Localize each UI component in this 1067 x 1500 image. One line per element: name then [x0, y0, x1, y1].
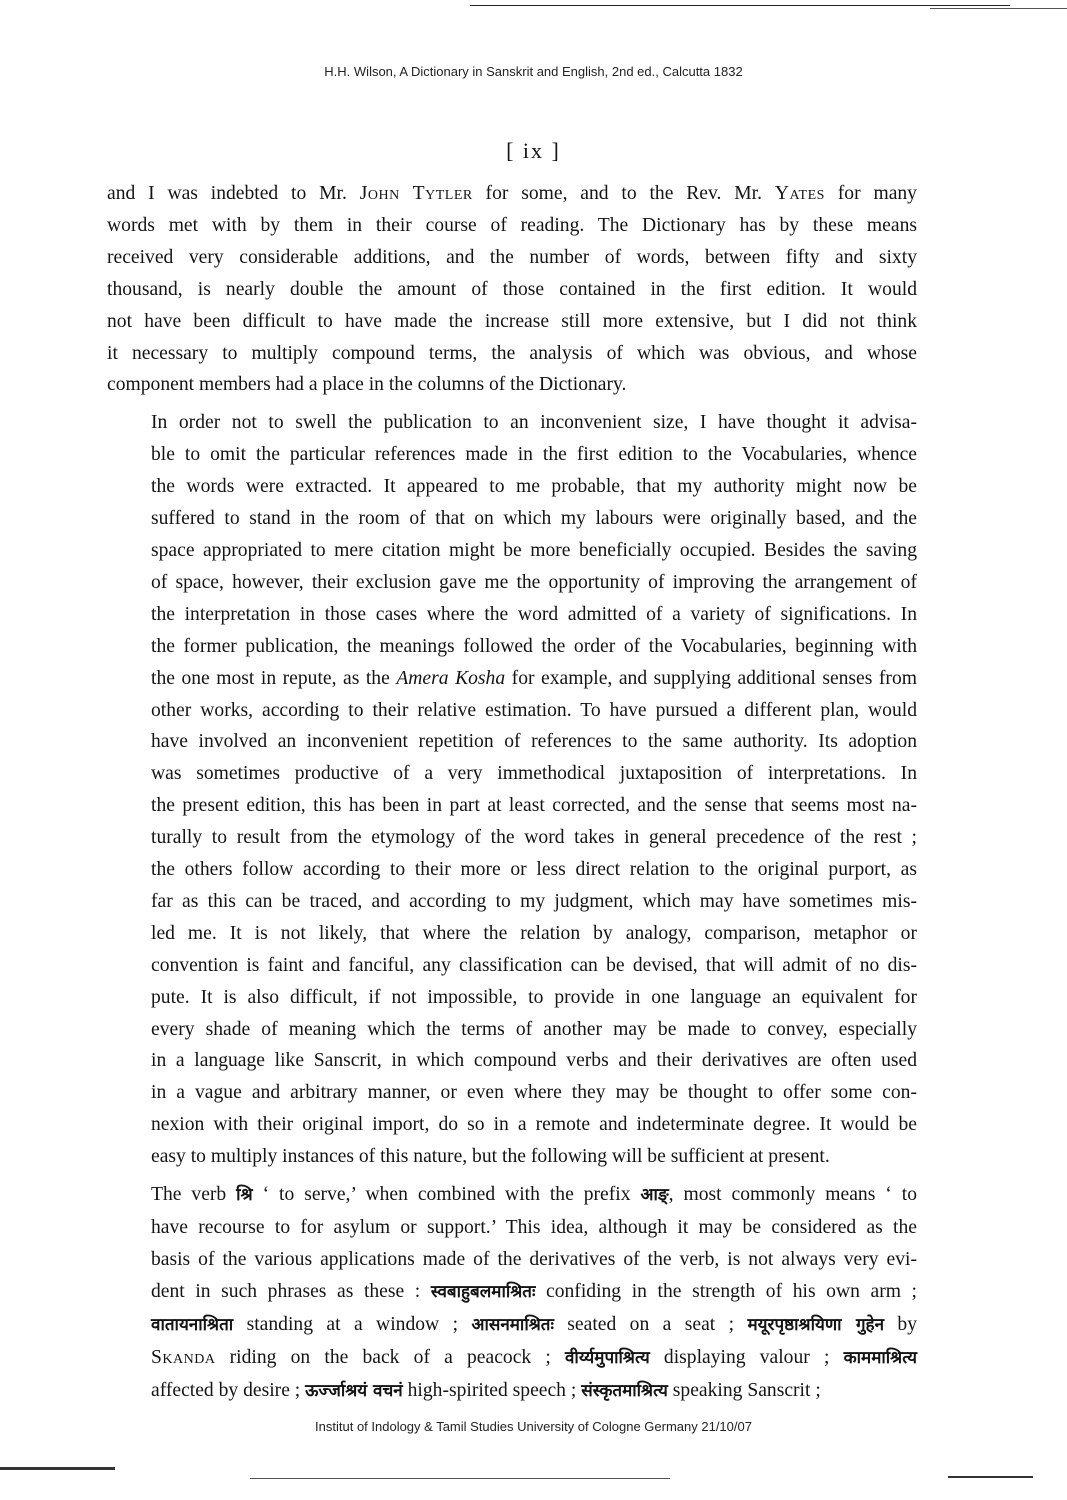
text-line — [107, 1077, 917, 1109]
text-run: it necessary to multiply compound terms, the analysis of which was obvious, and whose — [107, 342, 917, 364]
text-run: the one most in repute, as the — [151, 667, 397, 689]
text-run: confiding in the strength of his own arm ; — [535, 1280, 917, 1302]
text-line — [107, 242, 917, 274]
text-line — [107, 1244, 917, 1276]
text-run: The verb — [151, 1184, 237, 1206]
text-run: of space, however, their exclusion gave me the opportunity of improving the arrangement of — [151, 571, 917, 593]
text-line — [107, 982, 917, 1014]
text-run: by — [884, 1313, 918, 1335]
scan-edge-line-top-right — [930, 8, 1067, 9]
text-line — [107, 1342, 917, 1375]
text-line — [107, 631, 917, 663]
text-run: for example, and supplying additional senses from — [505, 667, 917, 689]
text-line — [107, 1014, 917, 1046]
italic-title: Amera Kosha — [396, 667, 506, 689]
sanskrit-term: आसनमाश्रितः — [471, 1314, 554, 1335]
text-line — [107, 726, 917, 758]
text-run: was sometimes productive of a very immethodical juxtaposition of interpretations. In — [151, 763, 917, 785]
text-line — [107, 1179, 917, 1212]
text-run: riding on the back of a peacock ; — [215, 1346, 565, 1368]
text-run: in a vague and arbitrary manner, or even where they may be thought to offer some con- — [151, 1082, 917, 1104]
scan-edge-line-bottom-left — [0, 1467, 115, 1470]
text-line — [107, 178, 917, 210]
text-line — [107, 369, 917, 401]
text-run: the present edition, this has been in part at least corrected, and the sense that seems most na- — [151, 795, 917, 817]
source-footer: Institut of Indology & Tamil Studies University of Cologne Germany 21/10/07 — [315, 1419, 752, 1434]
text-run: the interpretation in those cases where the word admitted of a variety of significations. In — [151, 603, 917, 625]
text-run: for some, and to the Rev. Mr. — [472, 183, 775, 204]
text-run: In order not to swell the publication to an inconvenient size, I have thought it advisa- — [151, 412, 917, 434]
text-line — [107, 950, 917, 982]
text-line — [107, 567, 917, 599]
scan-edge-line-bottom — [250, 1478, 670, 1479]
text-run: for many — [824, 183, 917, 204]
text-run: the words were extracted. It appeared to me probable, that my authority might now be — [151, 476, 917, 498]
text-line — [107, 695, 917, 727]
text-run: in a language like Sanscrit, in which compound verbs and their derivatives are often used — [151, 1050, 917, 1072]
text-run: speaking Sanscrit ; — [667, 1379, 821, 1401]
sanskrit-term: श्रि — [236, 1185, 253, 1206]
paragraph-verb-examples — [107, 1179, 917, 1407]
text-run: suffered to stand in the room of that on which my labours were originally based, and the — [151, 508, 917, 530]
text-line — [107, 1375, 917, 1408]
text-line — [107, 535, 917, 567]
sanskrit-term: स्वबाहुबलमाश्रितः — [430, 1281, 536, 1302]
scan-edge-line-bottom-right — [948, 1476, 1033, 1478]
text-line — [107, 407, 917, 439]
text-line — [107, 1141, 917, 1173]
sanskrit-term: वातायनाश्रिता — [151, 1314, 234, 1335]
text-line — [107, 918, 917, 950]
text-run: the former publication, the meanings followed the order of the Vocabularies, beginning with — [151, 635, 917, 657]
scan-edge-line-top — [470, 5, 1010, 6]
text-line — [107, 338, 917, 370]
text-run: words met with by them in their course of reading. The Dictionary has by these means — [107, 214, 917, 236]
text-run: component members had a place in the columns of the Dictionary. — [107, 374, 627, 396]
text-line — [107, 503, 917, 535]
text-run: dent in such phrases as these : — [151, 1280, 431, 1302]
sanskrit-term: मयूरपृष्ठाश्रयिणा गुहेन — [747, 1314, 885, 1335]
text-run: space appropriated to mere citation might be more beneficially occupied. Besides the saving — [151, 539, 917, 561]
body-text — [107, 178, 917, 1407]
text-run: every shade of meaning which the terms of another may be made to convey, especially — [151, 1018, 917, 1040]
text-run: have involved an inconvenient repetition of references to the same authority. Its adoption — [151, 731, 917, 753]
text-run: thousand, is nearly double the amount of those contained in the first edition. It would — [107, 278, 917, 300]
text-run: , most commonly means ‘ to — [668, 1184, 918, 1206]
text-line — [107, 439, 917, 471]
text-run: and I was indebted to Mr. — [107, 183, 360, 204]
text-line — [107, 1212, 917, 1244]
paragraph-omitted-references — [107, 407, 917, 1173]
small-caps-name: Skanda — [151, 1346, 216, 1368]
text-run: received very considerable additions, and the number of words, between fifty and sixty — [107, 246, 917, 268]
text-line — [107, 886, 917, 918]
text-run: have recourse to for asylum or support.’ This idea, although it may be considered as the — [151, 1217, 917, 1238]
text-line — [107, 1109, 917, 1141]
text-run: ble to omit the particular references made in the first edition to the Vocabularies, whence — [151, 444, 917, 466]
text-run: the others follow according to their more or less direct relation to the original purport, as — [151, 859, 917, 881]
text-run: nexion with their original import, do so in a remote and indeterminate degree. It would be — [151, 1114, 917, 1136]
text-line — [107, 471, 917, 503]
text-run: standing at a window ; — [233, 1313, 472, 1335]
text-line — [107, 1309, 917, 1342]
small-caps-name: John Tytler — [359, 183, 473, 204]
sanskrit-term: आङ् — [640, 1185, 669, 1206]
small-caps-name: Yates — [774, 183, 825, 204]
text-line — [107, 210, 917, 242]
sanskrit-term: ऊर्ज्जाश्रयं वचनं — [305, 1380, 403, 1401]
text-run: other works, according to their relative estimation. To have pursued a different plan, would — [151, 699, 917, 721]
text-run: high-spirited speech ; — [402, 1379, 582, 1401]
text-line — [107, 854, 917, 886]
text-run: led me. It is not likely, that where the relation by analogy, comparison, metaphor or — [151, 922, 917, 944]
text-line — [107, 274, 917, 306]
text-line — [107, 306, 917, 338]
text-run: affected by desire ; — [151, 1379, 306, 1401]
text-run: displaying valour ; — [649, 1346, 844, 1368]
text-run: ‘ to serve,’ when combined with the prefix — [252, 1184, 641, 1206]
text-run: far as this can be traced, and according to my judgment, which may have sometimes mis- — [151, 890, 917, 912]
text-run: convention is faint and fanciful, any classification can be devised, that will admit of no dis- — [151, 954, 917, 976]
text-run: easy to multiply instances of this nature, but the following will be sufficient at present. — [151, 1146, 830, 1168]
text-run: seated on a seat ; — [553, 1313, 748, 1335]
text-line — [107, 663, 917, 695]
text-run: not have been difficult to have made the increase still more extensive, but I did not think — [107, 310, 917, 332]
text-line — [107, 758, 917, 790]
text-line — [107, 599, 917, 631]
page-number: [ ix ] — [506, 138, 561, 163]
text-line — [107, 1276, 917, 1309]
sanskrit-term: काममाश्रित्य — [843, 1347, 918, 1368]
text-line — [107, 790, 917, 822]
text-run: turally to result from the etymology of the word takes in general precedence of the rest ; — [151, 827, 917, 849]
text-run: pute. It is also difficult, if not impossible, to provide in one language an equivalent for — [151, 986, 917, 1008]
sanskrit-term: संस्कृतमाश्रित्य — [581, 1380, 668, 1401]
paragraph-acknowledgements — [107, 178, 917, 401]
sanskrit-term: वीर्य्यमुपाश्रित्य — [564, 1347, 650, 1368]
source-header: H.H. Wilson, A Dictionary in Sanskrit and English, 2nd ed., Calcutta 1832 — [324, 64, 743, 79]
text-line — [107, 822, 917, 854]
text-run: basis of the various applications made of the derivatives of the verb, is not always very evi- — [151, 1248, 917, 1270]
text-line — [107, 1045, 917, 1077]
